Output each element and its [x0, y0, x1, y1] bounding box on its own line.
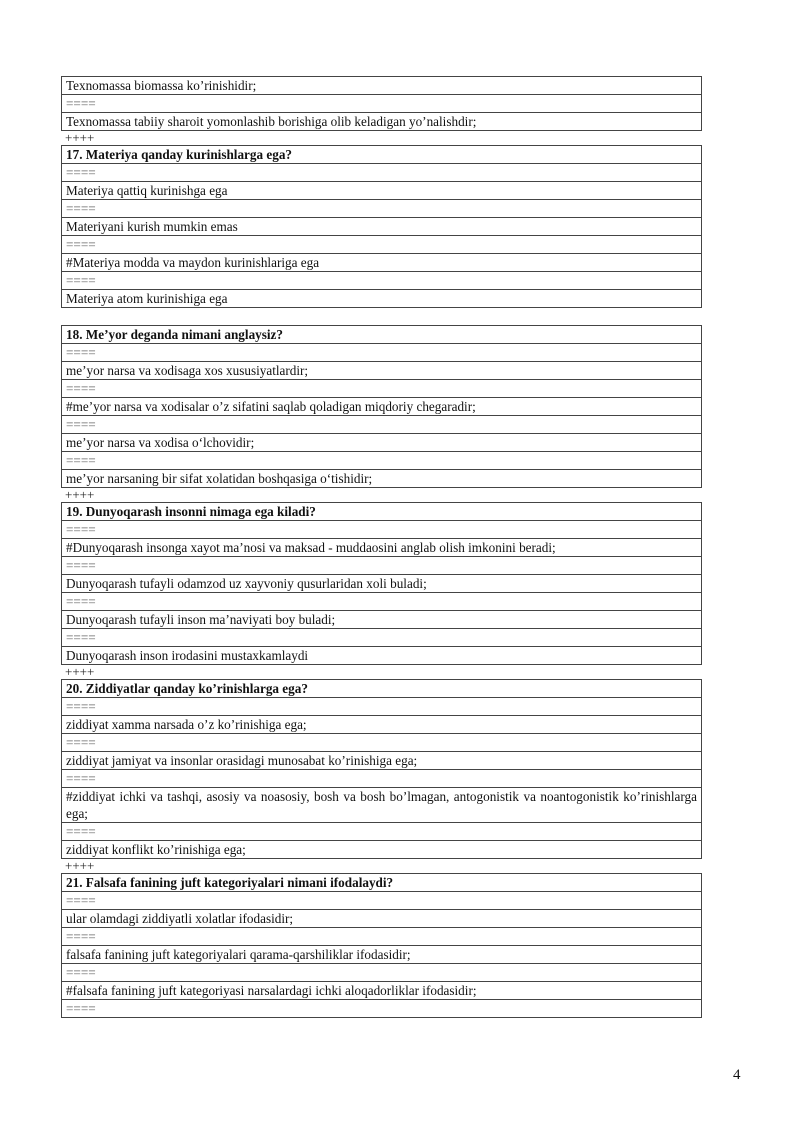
answer-option: me’yor narsa va xodisa o‘lchovidir; [62, 434, 702, 452]
separator: ==== [62, 452, 702, 470]
separator: ==== [62, 770, 702, 788]
separator: ==== [62, 164, 702, 182]
answer-option: falsafa fanining juft kategoriyalari qarama-qarshiliklar ifodasidir; [62, 946, 702, 964]
separator: ==== [62, 344, 702, 362]
question-table-19 [61, 502, 702, 665]
question-title: 17. Materiya qanday kurinishlarga ega? [62, 146, 702, 164]
answer-option: Materiya atom kurinishiga ega [62, 290, 702, 308]
answer-option: ziddiyat jamiyat va insonlar orasidagi munosabat ko’rinishiga ega; [62, 752, 702, 770]
document-page [61, 76, 702, 1018]
answer-option: ziddiyat xamma narsada o’z ko’rinishiga ega; [62, 716, 702, 734]
question-table-17 [61, 145, 702, 308]
separator: ==== [62, 557, 702, 575]
question-title: 19. Dunyoqarash insonni nimaga ega kiladi? [62, 503, 702, 521]
answer-option: Dunyoqarash tufayli inson ma’naviyati boy buladi; [62, 611, 702, 629]
separator: ==== [62, 416, 702, 434]
separator: ==== [62, 200, 702, 218]
answer-option-correct: #ziddiyat ichki va tashqi, asosiy va noasosiy, bosh va bosh bo’lmagan, antogonistik va noantogonistik ko’rinishlarga ega; [62, 788, 702, 823]
answer-option-correct: #me’yor narsa va xodisalar o’z sifatini saqlab qoladigan miqdoriy chegaradir; [62, 398, 702, 416]
answer-option-correct: #falsafa fanining juft kategoriyasi narsalardagi ichki aloqadorliklar ifodasidir; [62, 982, 702, 1000]
separator: ==== [62, 95, 702, 113]
question-table-continued [61, 76, 702, 131]
question-title: 18. Me’yor deganda nimani anglaysiz? [62, 326, 702, 344]
plus-marker: ++++ [65, 858, 95, 873]
separator: ==== [62, 272, 702, 290]
question-table-21 [61, 873, 702, 1018]
answer-option: Texnomassa biomassa ko’rinishidir; [62, 77, 702, 95]
answer-option: Texnomassa tabiiy sharoit yomonlashib borishiga olib keladigan yo’nalishdir; [62, 113, 702, 131]
plus-marker: ++++ [65, 130, 95, 145]
separator: ==== [62, 1000, 702, 1018]
separator: ==== [62, 964, 702, 982]
answer-option-correct: #Dunyoqarash insonga xayot ma’nosi va maksad - muddaosini anglab olish imkonini beradi; [62, 539, 702, 557]
plus-marker: ++++ [65, 487, 95, 502]
page-number: 4 [733, 1067, 741, 1083]
question-table-20 [61, 679, 702, 859]
separator: ==== [62, 698, 702, 716]
blank-gap [61, 308, 702, 325]
answer-option: ziddiyat konflikt ko’rinishiga ega; [62, 841, 702, 859]
answer-option: Materiyani kurish mumkin emas [62, 218, 702, 236]
question-table-18 [61, 325, 702, 488]
answer-option: me’yor narsaning bir sifat xolatidan boshqasiga o‘tishidir; [62, 470, 702, 488]
separator: ==== [62, 734, 702, 752]
answer-option: Dunyoqarash tufayli odamzod uz xayvoniy qusurlaridan xoli buladi; [62, 575, 702, 593]
separator: ==== [62, 823, 702, 841]
answer-option-correct: #Materiya modda va maydon kurinishlariga ega [62, 254, 702, 272]
question-title: 21. Falsafa fanining juft kategoriyalari nimani ifodalaydi? [62, 874, 702, 892]
answer-option: me’yor narsa va xodisaga xos xususiyatlardir; [62, 362, 702, 380]
separator: ==== [62, 593, 702, 611]
separator: ==== [62, 892, 702, 910]
answer-option: ular olamdagi ziddiyatli xolatlar ifodasidir; [62, 910, 702, 928]
answer-option: Dunyoqarash inson irodasini mustaxkamlaydi [62, 647, 702, 665]
separator: ==== [62, 521, 702, 539]
plus-marker: ++++ [65, 664, 95, 679]
separator: ==== [62, 928, 702, 946]
question-title: 20. Ziddiyatlar qanday ko’rinishlarga ega? [62, 680, 702, 698]
separator: ==== [62, 629, 702, 647]
separator: ==== [62, 236, 702, 254]
separator: ==== [62, 380, 702, 398]
answer-option: Materiya qattiq kurinishga ega [62, 182, 702, 200]
